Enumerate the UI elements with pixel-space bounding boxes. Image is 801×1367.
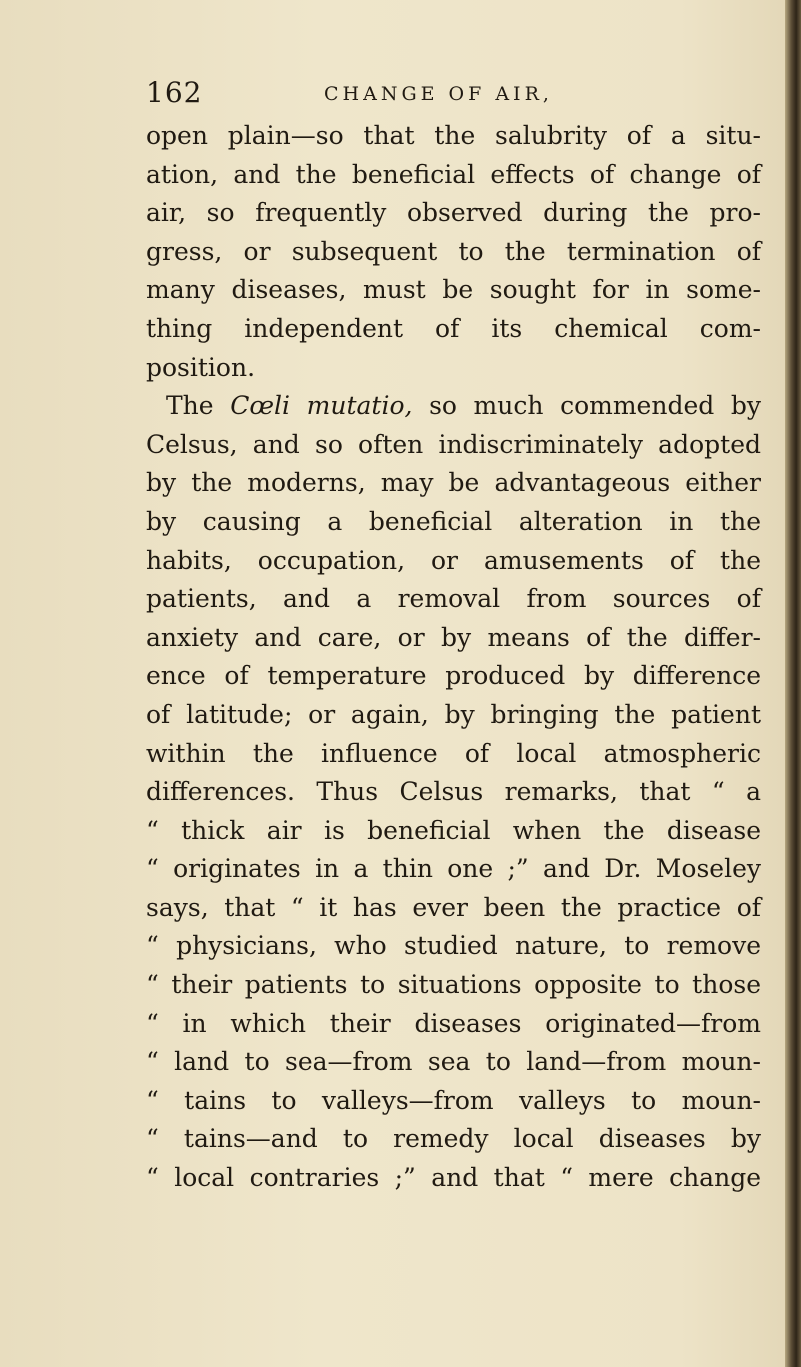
page-number: 162 [146, 76, 203, 109]
text-line: open plain—so that the salubrity of a situ- [146, 121, 761, 150]
text-line: “ thick air is beneficial when the disease [146, 815, 761, 845]
text-segment: The [166, 391, 231, 421]
text-line: many diseases, must be sought for in some- [146, 275, 761, 305]
latin-phrase: Cœli mutatio, [230, 391, 413, 421]
text-line: air, so frequently observed during the pro- [146, 198, 761, 228]
text-line: ence of temperature produced by difference [146, 661, 761, 691]
text-line: anxiety and care, or by means of the differ- [146, 622, 761, 652]
text-line: “ in which their diseases originated—from [146, 1008, 761, 1038]
text-line: “ physicians, who studied nature, to remove [146, 931, 761, 961]
text-line: by the moderns, may be advantageous either [146, 468, 761, 498]
text-line: “ local contraries ;” and that “ mere change [146, 1163, 761, 1193]
text-line: position. [146, 352, 256, 382]
text-line: thing independent of its chemical com- [146, 313, 761, 343]
text-segment: so much commended by [412, 391, 761, 421]
text-line: by causing a beneficial alteration in the [146, 506, 761, 536]
paragraph-start-line [146, 387, 761, 426]
running-head: CHANGE OF AIR, [324, 83, 553, 105]
text-line: “ originates in a thin one ;” and Dr. Moseley [146, 854, 761, 884]
text-line: within the influence of local atmospheric [146, 738, 761, 768]
page-edge-shadow [785, 0, 801, 1367]
text-line: “ tains to valleys—from valleys to moun- [146, 1085, 761, 1115]
page-header [146, 76, 606, 116]
text-line: habits, occupation, or amusements of the [146, 545, 761, 575]
text-line: Celsus, and so often indiscriminately adopted [146, 429, 761, 459]
text-line: gress, or subsequent to the termination of [146, 236, 761, 266]
text-line: “ their patients to situations opposite to those [146, 970, 761, 1000]
text-line: of latitude; or again, by bringing the patient [146, 699, 761, 729]
body-text [146, 117, 761, 1198]
text-line: says, that “ it has ever been the practice of [146, 892, 761, 922]
text-line: “ land to sea—from sea to land—from moun- [146, 1047, 761, 1077]
text-line: patients, and a removal from sources of [146, 584, 761, 614]
text-line: “ tains—and to remedy local diseases by [146, 1124, 761, 1154]
text-line: ation, and the beneficial effects of change of [146, 159, 761, 189]
text-line: differences. Thus Celsus remarks, that “ a [146, 777, 761, 807]
